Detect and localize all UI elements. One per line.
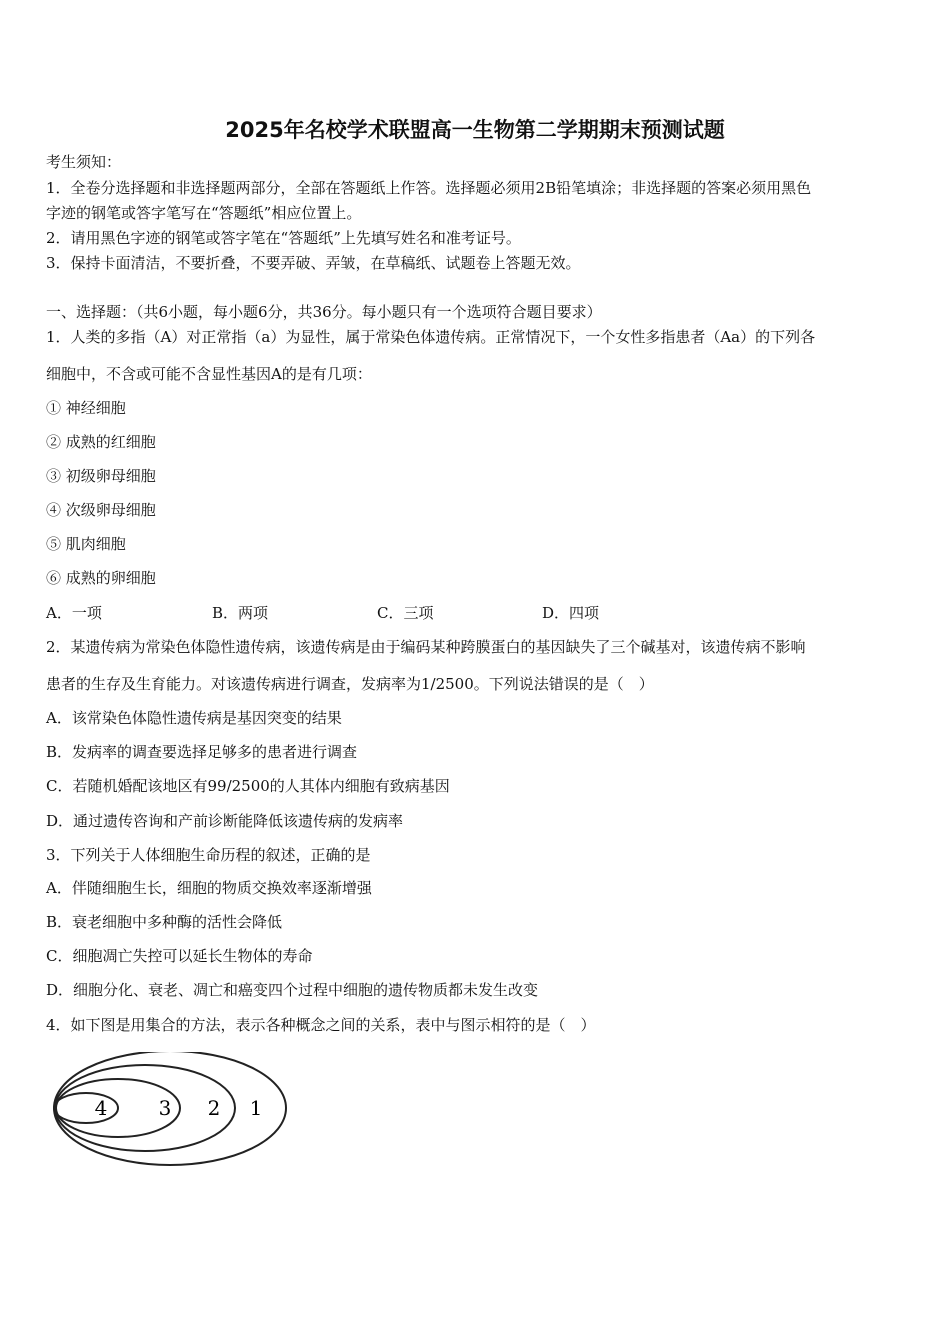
q4-nested-sets-figure	[50, 1052, 290, 1172]
q2-stem-line-1: 2．某遗传病为常染色体隐性遗传病，该遗传病是由于编码某种跨膜蛋白的基因缺失了三个碱基对，该遗传病不影响	[46, 638, 806, 656]
q1-item-5: ⑤ 肌肉细胞	[46, 535, 126, 553]
notice-heading: 考生须知：	[46, 153, 122, 171]
q1-option-a: A．一项	[46, 604, 102, 622]
section-1-heading: 一、选择题：（共6小题，每小题6分，共36分。每小题只有一个选项符合题目要求）	[46, 303, 602, 321]
q2-stem-line-2: 患者的生存及生育能力。对该遗传病进行调查，发病率为1/2500。下列说法错误的是（ ）	[46, 675, 654, 693]
q3-option-c: C．细胞凋亡失控可以延长生物体的寿命	[46, 947, 313, 965]
q1-item-4: ④ 次级卵母细胞	[46, 501, 156, 519]
q1-option-d: D．四项	[542, 604, 600, 622]
set-1-label: 1	[249, 1096, 263, 1120]
q1-item-3: ③ 初级卵母细胞	[46, 467, 156, 485]
q3-option-d: D．细胞分化、衰老、凋亡和癌变四个过程中细胞的遗传物质都未发生改变	[46, 981, 539, 999]
set-2-label: 2	[207, 1096, 221, 1120]
q3-option-a: A．伴随细胞生长，细胞的物质交换效率逐渐增强	[46, 879, 372, 897]
notice-item-1-line-1: 1．全卷分选择题和非选择题两部分，全部在答题纸上作答。选择题必须用2B铅笔填涂；非选择题的答案必须用黑色	[46, 179, 812, 197]
q4-stem: 4．如下图是用集合的方法，表示各种概念之间的关系，表中与图示相符的是（ ）	[46, 1016, 596, 1034]
notice-item-2: 2．请用黑色字迹的钢笔或答字笔在“答题纸”上先填写姓名和准考证号。	[46, 229, 521, 247]
q1-stem-line-1: 1．人类的多指（A）对正常指（a）为显性，属于常染色体遗传病。正常情况下，一个女性多指患者（Aa）的下列各	[46, 328, 816, 346]
q1-option-c: C．三项	[377, 604, 434, 622]
q3-option-b: B．衰老细胞中多种酶的活性会降低	[46, 913, 283, 931]
q2-option-b: B．发病率的调查要选择足够多的患者进行调查	[46, 743, 358, 761]
q2-option-c: C．若随机婚配该地区有99/2500的人其体内细胞有致病基因	[46, 777, 450, 795]
notice-item-1-line-2: 字迹的钢笔或答字笔写在“答题纸”相应位置上。	[46, 204, 362, 222]
set-4-ellipse	[54, 1093, 118, 1123]
q1-option-b: B．两项	[212, 604, 269, 622]
q2-option-d: D．通过遗传咨询和产前诊断能降低该遗传病的发病率	[46, 812, 404, 830]
q1-item-6: ⑥ 成熟的卵细胞	[46, 569, 156, 587]
q2-option-a: A．该常染色体隐性遗传病是基因突变的结果	[46, 709, 342, 727]
page-title: 2025年名校学术联盟高一生物第二学期期末预测试题	[225, 118, 725, 142]
set-3-label: 3	[158, 1096, 172, 1120]
set-4-label: 4	[94, 1096, 108, 1120]
q1-item-2: ② 成熟的红细胞	[46, 433, 156, 451]
q3-stem: 3．下列关于人体细胞生命历程的叙述，正确的是	[46, 846, 371, 864]
q1-item-1: ① 神经细胞	[46, 399, 126, 417]
q1-stem-line-2: 细胞中，不含或可能不含显性基因A的是有几项：	[46, 365, 372, 383]
notice-item-3: 3．保持卡面清洁，不要折叠，不要弄破、弄皱，在草稿纸、试题卷上答题无效。	[46, 254, 581, 272]
